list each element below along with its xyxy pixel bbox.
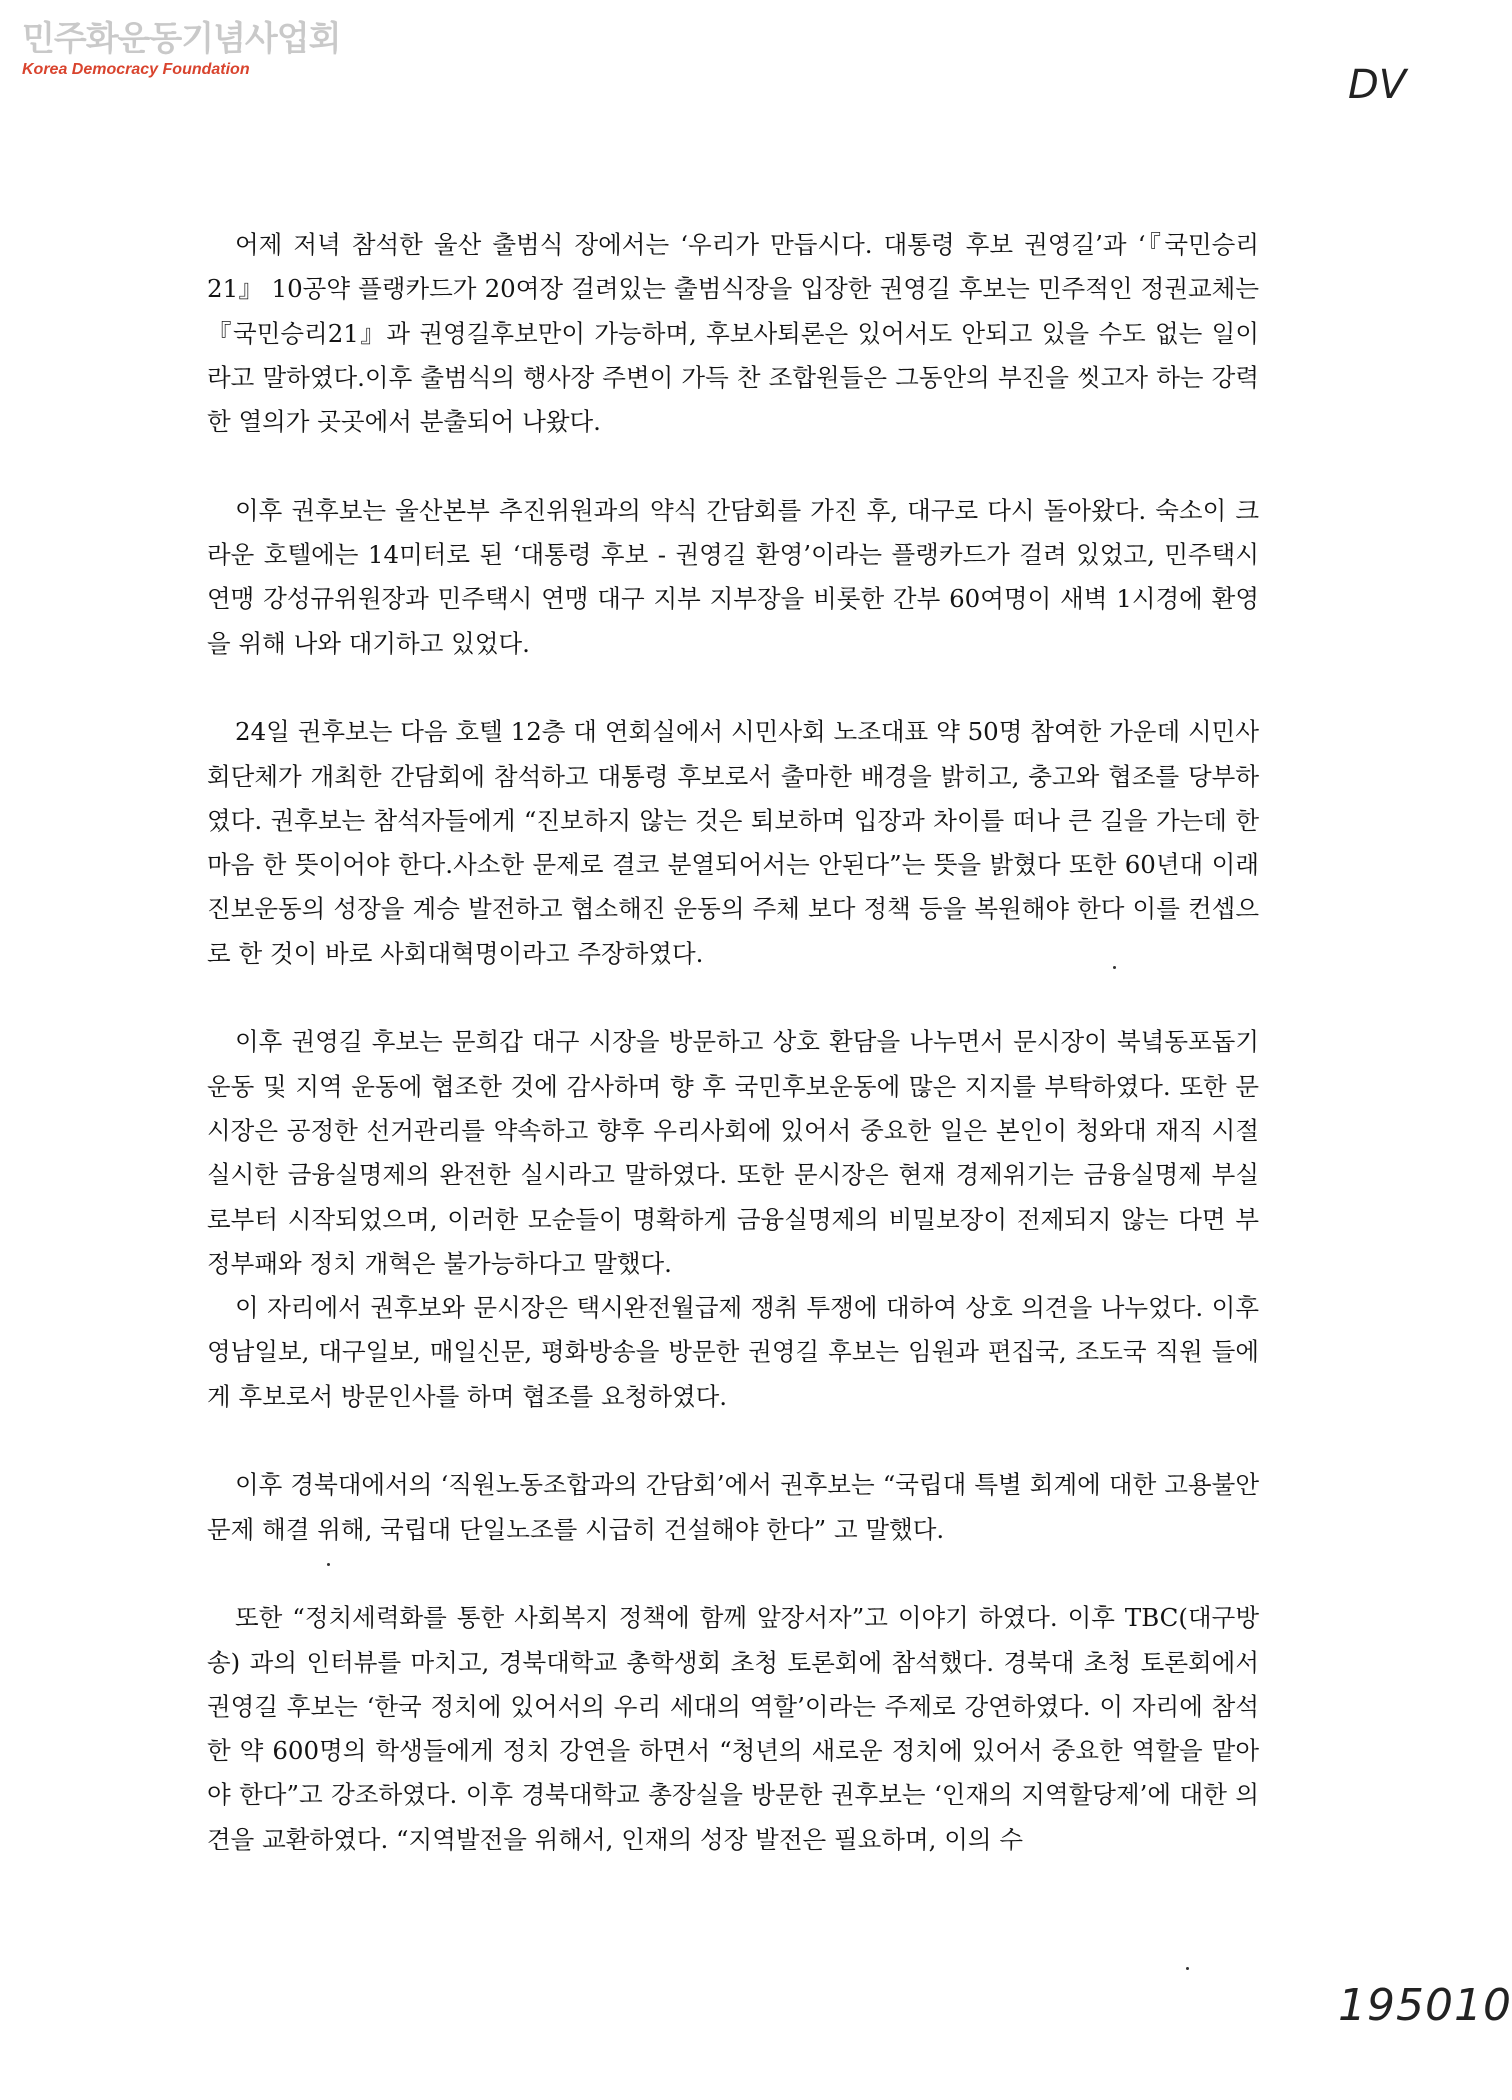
scan-speck: [1186, 1967, 1189, 1970]
watermark-korean: 민주화운동기념사업회: [22, 19, 341, 59]
foundation-watermark: [22, 20, 340, 80]
paragraph-1: 어제 저녁 참석한 울산 출범식 장에서는 ‘우리가 만듭시다. 대통령 후보 권영길’과 ‘『국민승리21』 10공약 플랭카드가 20여장 걸려있는 출범식장을 입장한 권영길 후보는 민주적인 정권교체는 『국민승리21』과 권영길후보만이 가능하며, 후보사퇴론은 있어서도 안되고 있을 수도 없는 일이라고 말하였다.이후 출범식의 행사장 주변이 가득 찬 조합원들은 그동안의 부진을 씻고자 하는 강력한 열의가 곳곳에서 분출되어 나왔다.: [207, 230, 1259, 437]
paragraph-2: 이후 권후보는 울산본부 추진위원과의 약식 간담회를 가진 후, 대구로 다시 돌아왔다. 숙소이 크라운 호텔에는 14미터로 된 ‘대통령 후보 - 권영길 환영’이라는 플랭카드가 걸려 있었고, 민주택시 연맹 강성규위원장과 민주택시 연맹 대구 지부 지부장을 비롯한 간부 60여명이 새벽 1시경에 환영을 위해 나와 대기하고 있었다.: [207, 495, 1259, 658]
scan-speck: [1113, 966, 1116, 969]
handwritten-page-number: 195010: [1338, 1980, 1512, 2031]
paragraph-7: 또한 “정치세력화를 통한 사회복지 정책에 함께 앞장서자”고 이야기 하였다. 이후 TBC(대구방송) 과의 인터뷰를 마치고, 경북대학교 총학생회 초청 토론회에 참석했다. 경북대 초청 토론회에서 권영길 후보는 ‘한국 정치에 있어서의 우리 세대의 역할’이라는 주제로 강연하였다. 이 자리에 참석한 약 600명의 학생들에게 정치 강연을 하면서 “청년의 새로운 정치에 있어서 중요한 역할을 맡아야 한다”고 강조하였다. 이후 경북대학교 총장실을 방문한 권후보는 ‘인재의 지역할당제’에 대한 의견을 교환하였다. “지역발전을 위해서, 인재의 성장 발전은 필요하며, 이의 수: [207, 1603, 1259, 1854]
watermark-english: Korea Democracy Foundation: [22, 61, 250, 78]
paragraph-6: 이후 경북대에서의 ‘직원노동조합과의 간담회’에서 권후보는 “국립대 특별 회계에 대한 고용불안문제 해결 위해, 국립대 단일노조를 시급히 건설해야 한다” 고 말했다.: [207, 1470, 1259, 1544]
paragraph-5: 이 자리에서 권후보와 문시장은 택시완전월급제 쟁취 투쟁에 대하여 상호 의견을 나누었다. 이후 영남일보, 대구일보, 매일신문, 평화방송을 방문한 권영길 후보는 임원과 편집국, 조도국 직원 들에게 후보로서 방문인사를 하며 협조를 요청하였다.: [207, 1293, 1259, 1411]
paragraph-3: 24일 권후보는 다음 호텔 12층 대 연회실에서 시민사회 노조대표 약 50명 참여한 가운데 시민사회단체가 개최한 간담회에 참석하고 대통령 후보로서 출마한 배경을 밝히고, 충고와 협조를 당부하였다. 권후보는 참석자들에게 “진보하지 않는 것은 퇴보하며 입장과 차이를 떠나 큰 길을 가는데 한마음 한 뜻이어야 한다.사소한 문제로 결코 분열되어서는 안된다”는 뜻을 밝혔다 또한 60년대 이래 진보운동의 성장을 계승 발전하고 협소해진 운동의 주체 보다 정책 등을 복원해야 한다 이를 컨셉으로 한 것이 바로 사회대혁명이라고 주장하였다.: [207, 717, 1259, 968]
handwritten-mark-top: DV: [1348, 62, 1407, 108]
document-body: [207, 223, 1259, 1906]
scan-speck: [327, 1563, 330, 1566]
paragraph-4: 이후 권영길 후보는 문희갑 대구 시장을 방문하고 상호 환담을 나누면서 문시장이 북녘동포돕기 운동 및 지역 운동에 협조한 것에 감사하며 향 후 국민후보운동에 많은 지지를 부탁하였다. 또한 문시장은 공정한 선거관리를 약속하고 향후 우리사회에 있어서 중요한 일은 본인이 청와대 재직 시절 실시한 금융실명제의 완전한 실시라고 말하였다. 또한 문시장은 현재 경제위기는 금융실명제 부실로부터 시작되었으며, 이러한 모순들이 명확하게 금융실명제의 비밀보장이 전제되지 않는 다면 부정부패와 정치 개혁은 불가능하다고 말했다.: [207, 1027, 1259, 1278]
